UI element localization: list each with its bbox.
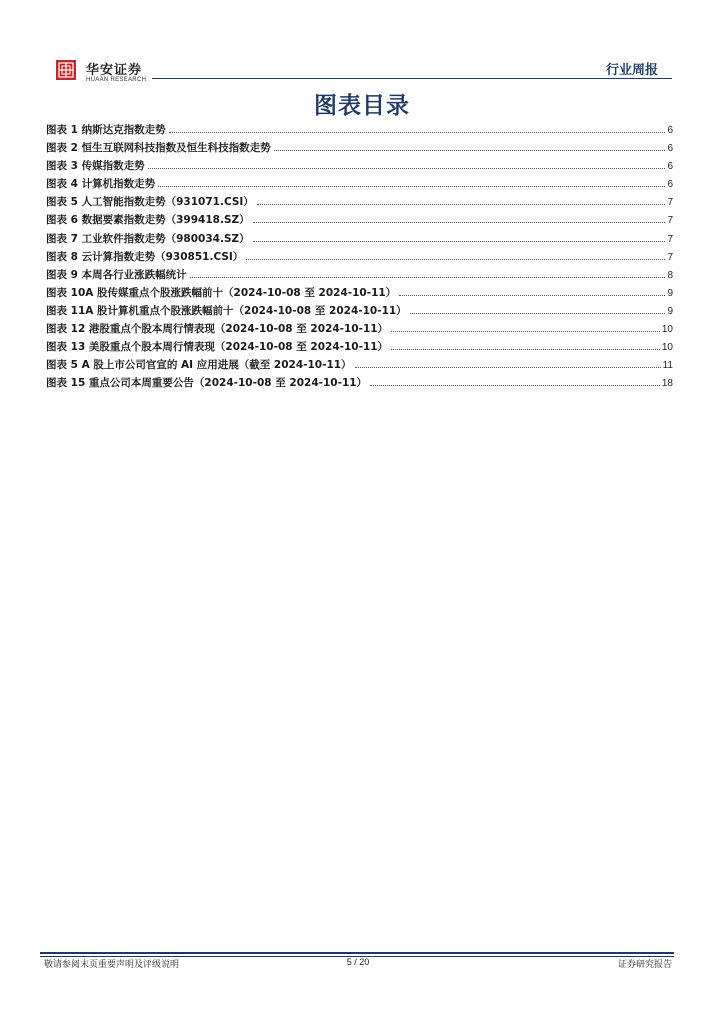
toc-entry-label: 图表 11A 股计算机重点个股涨跌幅前十（2024-10-08 至 2024-10-11） bbox=[46, 304, 407, 317]
toc-entry-label: 图表 8 云计算指数走势（930851.CSI） bbox=[46, 250, 244, 263]
toc-entry[interactable] bbox=[46, 158, 673, 176]
toc-entry[interactable] bbox=[46, 194, 673, 212]
toc-entry[interactable] bbox=[46, 212, 673, 230]
dot-leader bbox=[399, 295, 665, 296]
toc-entry-page: 10 bbox=[661, 324, 673, 336]
page-footer bbox=[44, 957, 672, 971]
toc-entry[interactable] bbox=[46, 122, 673, 140]
dot-leader bbox=[391, 349, 660, 350]
toc-entry[interactable] bbox=[46, 267, 673, 285]
toc-entry-label: 图表 6 数据要素指数走势（399418.SZ） bbox=[46, 214, 250, 227]
dot-leader bbox=[246, 259, 665, 260]
dot-leader bbox=[410, 313, 666, 314]
toc-entry[interactable] bbox=[46, 357, 673, 375]
toc-entry-page: 9 bbox=[667, 287, 673, 299]
dot-leader bbox=[169, 132, 666, 133]
logo-english-name: HUAAN RESEARCH bbox=[86, 77, 147, 83]
toc-entry-label: 图表 1 纳斯达克指数走势 bbox=[46, 124, 166, 136]
dot-leader bbox=[148, 168, 666, 169]
report-type-label: 行业周报 bbox=[605, 63, 658, 78]
toc-entry-label: 图表 10A 股传媒重点个股涨跌幅前十（2024-10-08 至 2024-10-11） bbox=[46, 286, 397, 299]
toc-entry-page: 11 bbox=[662, 360, 673, 372]
toc-entry-page: 10 bbox=[661, 342, 673, 354]
toc-entry-page: 18 bbox=[661, 378, 673, 390]
toc-entry[interactable] bbox=[46, 285, 673, 303]
company-logo bbox=[52, 56, 172, 86]
seal-icon bbox=[56, 60, 76, 80]
toc-entry[interactable] bbox=[46, 303, 673, 321]
dot-leader bbox=[253, 241, 666, 242]
toc-entry-page: 8 bbox=[667, 269, 673, 281]
toc-entry-page: 7 bbox=[667, 251, 673, 263]
toc-entry-page: 7 bbox=[667, 197, 673, 209]
toc-entry-label: 图表 5 A 股上市公司官宣的 AI 应用进展（截至 2024-10-11） bbox=[46, 359, 352, 372]
toc-entry-page: 6 bbox=[667, 161, 673, 173]
toc-entry-label: 图表 7 工业软件指数走势（980034.SZ） bbox=[46, 232, 250, 245]
toc-entry-label: 图表 13 美股重点个股本周行情表现（2024-10-08 至 2024-10-11） bbox=[46, 341, 389, 354]
header-divider bbox=[152, 78, 672, 79]
dot-leader bbox=[190, 277, 666, 278]
toc-entry-label: 图表 5 人工智能指数走势（931071.CSI） bbox=[46, 196, 254, 209]
dot-leader bbox=[257, 204, 666, 205]
toc-entry[interactable] bbox=[46, 339, 673, 357]
toc-entry-label: 图表 9 本周各行业涨跌幅统计 bbox=[46, 268, 187, 281]
toc-entry-label: 图表 15 重点公司本周重要公告（2024-10-08 至 2024-10-11） bbox=[46, 377, 368, 390]
page-indicator: 5 / 20 bbox=[346, 957, 370, 967]
toc-title: 图表目录 bbox=[314, 93, 410, 119]
report-category: 证券研究报告 bbox=[617, 960, 672, 970]
toc-entry-page: 7 bbox=[667, 233, 673, 245]
toc-entry-page: 7 bbox=[667, 215, 673, 227]
dot-leader bbox=[391, 331, 660, 332]
toc-entry-page: 6 bbox=[667, 179, 673, 191]
dot-leader bbox=[370, 385, 660, 386]
toc-entry-label: 图表 3 传媒指数走势 bbox=[46, 160, 145, 173]
toc-entry-page: 6 bbox=[667, 125, 673, 136]
dot-leader bbox=[158, 186, 665, 187]
dot-leader bbox=[274, 150, 666, 151]
toc-entry[interactable] bbox=[46, 375, 673, 393]
logo-chinese-name: 华安证券 bbox=[86, 63, 143, 78]
toc-entry[interactable] bbox=[46, 249, 673, 267]
toc-entry[interactable] bbox=[46, 231, 673, 249]
toc-entry-page: 6 bbox=[667, 143, 673, 155]
toc-entry[interactable] bbox=[46, 321, 673, 339]
toc-entry[interactable] bbox=[46, 176, 673, 194]
toc-entry-label: 图表 2 恒生互联网科技指数及恒生科技指数走势 bbox=[46, 142, 271, 155]
page-header bbox=[52, 56, 672, 82]
dot-leader bbox=[253, 222, 666, 223]
toc-entry-label: 图表 12 港股重点个股本周行情表现（2024-10-08 至 2024-10-11） bbox=[46, 323, 389, 336]
dot-leader bbox=[355, 367, 661, 368]
toc-entry-label: 图表 4 计算机指数走势 bbox=[46, 178, 156, 191]
footer-divider bbox=[40, 952, 674, 954]
toc-entry[interactable] bbox=[46, 140, 673, 158]
toc-entry-page: 9 bbox=[667, 305, 673, 317]
figure-toc-list bbox=[46, 122, 673, 393]
disclaimer-note: 敬请参阅末页重要声明及评级说明 bbox=[44, 960, 180, 970]
